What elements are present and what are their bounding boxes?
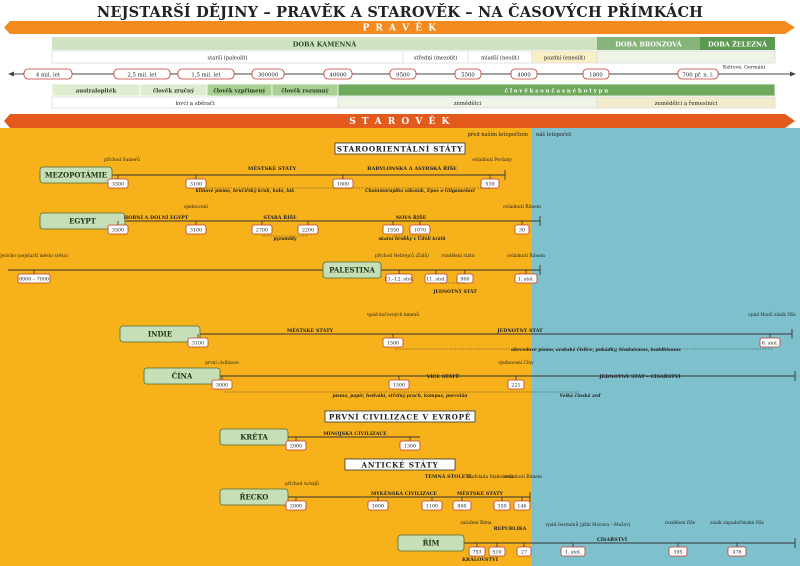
civ-event-egypt-4: NOVÁ ŘÍŠE — [395, 215, 427, 221]
civ-name-kreta: KRÉTA — [240, 432, 268, 442]
civ-event-palestina-1: Jericho (nejstarší město světa) — [0, 254, 68, 259]
economy-label-1: lovci a sběrači — [175, 100, 215, 107]
pravek-banner-label: P R A V Ě K — [362, 23, 438, 34]
age-label-3: DOBA ŽELEZNÁ — [707, 40, 768, 49]
subperiod-label-4: pozdní (eneolit) — [543, 55, 586, 62]
civ-date-recko-5: 350 — [497, 504, 507, 510]
section-europe: PRVNÍ CIVILIZACE V EVROPĚ — [328, 412, 472, 422]
civ-date-rim-2: 510 — [492, 550, 502, 556]
subperiod-band-metal — [597, 51, 775, 63]
civ-name-mezopotamie: MEZOPOTÁMIE — [44, 170, 108, 180]
subperiod-label-2: střední (mezolit) — [413, 55, 458, 62]
civ-date-egypt-5: 1550 — [386, 228, 400, 234]
civ-event-cina-4: JEDNOTNÝ STÁT – CÍSAŘSTVÍ — [599, 374, 681, 380]
pravek-date-6: 9500 — [396, 72, 410, 79]
civ-event-egypt-2: HORNÍ A DOLNÍ EGYPT — [123, 215, 189, 221]
civ-culture-cina-2: Velká čínská zeď — [559, 394, 601, 399]
human-label-1: australopiték — [75, 88, 117, 95]
civ-date-egypt-6: 1070 — [413, 228, 427, 234]
civ-name-rim: ŘÍM — [422, 538, 440, 548]
human-label-3: člověk vzpřímený — [213, 88, 266, 95]
civ-name-indie: INDIE — [147, 329, 173, 339]
civ-date-rim-4: 1. stol. — [564, 550, 582, 556]
pravek-axis-arrow-left — [8, 72, 14, 77]
civ-event-indie-4: vpád Hunů zánik říše — [748, 313, 796, 318]
civ-event-cina-1: první civilizace — [205, 361, 239, 366]
civ-event-kreta-1: MINOJSKÁ CIVILIZACE — [323, 431, 387, 437]
civ-event-cina-2: VÍCE STÁTŮ — [426, 374, 460, 380]
civ-event-palestina-3: rozdělení státu — [441, 254, 475, 259]
civ-date-recko-1: 2000 — [289, 504, 303, 510]
pravek-date-2: 2,5 mil. let — [127, 72, 157, 79]
civ-culture-mezopotamie-2: Chammurapiho zákoník, Epos o Gilgamešovi — [365, 189, 475, 194]
civ-date-palestina-5: 1. stol. — [517, 277, 535, 283]
civ-date-mezopotamie-1: 3500 — [111, 182, 125, 188]
civ-event-mezopotamie-4: ovládnutí Peršany — [472, 158, 512, 163]
civ-date-indie-3: 6. stol. — [761, 341, 779, 347]
civ-date-palestina-4: 900 — [460, 277, 470, 283]
civ-date-egypt-1: 3500 — [111, 228, 125, 234]
civ-event-egypt-3: STARÁ ŘÍŠE — [263, 215, 297, 221]
economy-label-2: zemědělci — [453, 100, 482, 107]
civ-event-rim-3: REPUBLIKA — [493, 526, 527, 532]
pravek-date-4: 300000 — [257, 72, 279, 79]
poster-title: NEJSTARŠÍ DĚJINY – PRAVĚK A STAROVĚK – NA ČASOVÝCH PŘÍMKÁCH — [96, 4, 704, 21]
human-label-5: č l o v ě k s o u č a s n é h o t y p u — [504, 88, 609, 95]
civ-date-rim-3: 27 — [520, 550, 528, 556]
civ-name-recko: ŘECKO — [239, 492, 269, 502]
pravek-date-5: 40000 — [329, 72, 347, 79]
section-antique: ANTICKÉ STÁTY — [361, 460, 439, 470]
civ-event-palestina-4: JEDNOTNÝ STÁT — [433, 290, 477, 295]
civ-date-recko-2: 1600 — [371, 504, 385, 510]
civ-date-kreta-1: 2000 — [289, 444, 303, 450]
civ-culture-mezopotamie-1: klínové písmo, hrnčířský kruh, kolo, luk — [195, 189, 295, 194]
civ-name-palestina: PALESTINA — [329, 265, 375, 275]
civ-event-palestina-2: příchod Hebrejců (Židů) — [375, 254, 429, 259]
civ-event-egypt-1: sjednocení — [184, 205, 208, 210]
subperiod-label-1: starší (paleolit) — [207, 55, 248, 62]
age-label-2: DOBA BRONZOVÁ — [615, 40, 682, 49]
civ-date-indie-1: 3100 — [191, 341, 205, 347]
civ-date-egypt-2: 3100 — [189, 228, 203, 234]
civ-date-palestina-2: 13.–12. stol. — [384, 277, 414, 283]
civ-event-egypt-5: ovládnutí Římem — [503, 205, 541, 210]
human-label-4: člověk rozumný — [281, 88, 329, 95]
civ-date-mezopotamie-4: 539 — [485, 182, 495, 188]
civ-event-rim-7: zánik západořímské říše — [710, 521, 764, 526]
civ-date-rim-5: 395 — [673, 550, 683, 556]
economy-label-3: zemědělci a řemeslníci — [654, 100, 718, 107]
civ-event-indie-2: vpád kočovných kmenů — [366, 313, 420, 318]
pravek-axis-arrow-right — [790, 72, 796, 77]
civ-event-indie-3: JEDNOTNÝ STÁT — [497, 328, 543, 334]
civ-event-recko-5: nadvláda Makedonie — [467, 475, 515, 480]
civ-culture-cina-1: písmo, papír, hedvábí, střelný prach, kompas, porcelán — [332, 394, 468, 399]
civ-culture-egypt-1: pyramidy — [273, 237, 297, 242]
starovek-banner-label: S T A R O V Ě K — [349, 117, 451, 128]
civ-date-recko-6: 146 — [517, 504, 527, 510]
civ-date-rim-6: 476 — [732, 550, 742, 556]
pravek-note: Keltové, Germáni — [722, 65, 766, 71]
civ-name-egypt: EGYPT — [69, 216, 96, 226]
civ-event-rim-4: vpád Germánů (jižní Morava – Mušov) — [545, 523, 631, 528]
pravek-date-9: 1800 — [589, 72, 603, 79]
civ-date-rim-1: 753 — [472, 550, 482, 556]
subperiod-label-3: mladší (neolit) — [481, 55, 519, 62]
civ-date-cina-2: 1500 — [392, 383, 406, 389]
civ-date-egypt-7: 30 — [518, 228, 526, 234]
civ-event-rim-5: CÍSAŘSTVÍ — [596, 537, 628, 543]
civ-culture-egypt-2: skalní hrobky v Údolí králů — [378, 237, 446, 242]
civ-date-mezopotamie-2: 3100 — [189, 182, 203, 188]
pravek-date-8: 4000 — [517, 72, 531, 79]
civ-date-mezopotamie-3: 1800 — [336, 182, 350, 188]
civ-date-indie-2: 1500 — [386, 341, 400, 347]
civ-event-recko-2: MYKÉNSKÁ CIVILIZACE — [370, 491, 438, 497]
civ-date-cina-1: 3000 — [215, 383, 229, 389]
civ-event-rim-2: KRÁLOVSTVÍ — [461, 557, 499, 563]
civ-date-palestina-3: 11. stol. — [426, 277, 446, 283]
civ-event-palestina-5: ovládnutí Římem — [507, 254, 545, 259]
civ-date-recko-3: 1100 — [425, 504, 439, 510]
civ-event-indie-1: MĚSTSKÉ STÁTY — [286, 328, 334, 334]
civ-event-mezopotamie-2: MĚSTSKÉ STÁTY — [247, 166, 297, 172]
civ-date-egypt-3: 2700 — [255, 228, 269, 234]
pravek-date-3: 1,5 mil. let — [191, 72, 221, 79]
human-label-2: člověk zručný — [152, 88, 195, 95]
civ-event-recko-4: MĚSTSKÉ STÁTY — [456, 491, 504, 497]
civ-date-egypt-4: 2200 — [301, 228, 315, 234]
civ-event-recko-1: příchod Achájů — [285, 482, 319, 487]
civ-date-cina-3: 221 — [511, 383, 521, 389]
civ-date-recko-4: 800 — [457, 504, 467, 510]
civ-event-rim-1: založení Říma — [460, 521, 492, 526]
civ-event-recko-3: TEMNÁ STOLETÍ — [424, 474, 472, 480]
civ-event-mezopotamie-1: příchod Sumerů — [104, 158, 140, 163]
pravek-date-1: 4 mil. let — [35, 72, 61, 79]
ad-label: náš letopočet — [536, 132, 572, 138]
civ-event-rim-6: rozdělení říše — [664, 521, 696, 526]
ad-background — [532, 128, 800, 566]
civ-event-mezopotamie-3: BABYLONSKÁ A ASYRSKÁ ŘÍŠE — [367, 166, 457, 172]
section-orient: STAROORIENTÁLNÍ STÁTY — [336, 144, 464, 154]
age-label-1: DOBA KAMENNÁ — [292, 40, 357, 49]
civ-event-cina-3: sjednocení Číny — [498, 361, 534, 366]
bc-label: před naším letopočtem — [467, 132, 528, 138]
civ-date-kreta-2: 1300 — [403, 444, 417, 450]
civ-event-recko-6: ovládnutí Římem — [504, 475, 542, 480]
civ-date-palestina-1: 8000 – 7000 — [19, 277, 49, 283]
pravek-date-7: 5500 — [461, 72, 475, 79]
civ-name-cina: ČÍNA — [171, 371, 193, 381]
pravek-date-10: 700 př. n. l. — [682, 72, 714, 79]
civ-culture-indie-1: abecedové písmo, arabské číslice, pohádky, hinduismus, buddhismus — [511, 348, 681, 353]
